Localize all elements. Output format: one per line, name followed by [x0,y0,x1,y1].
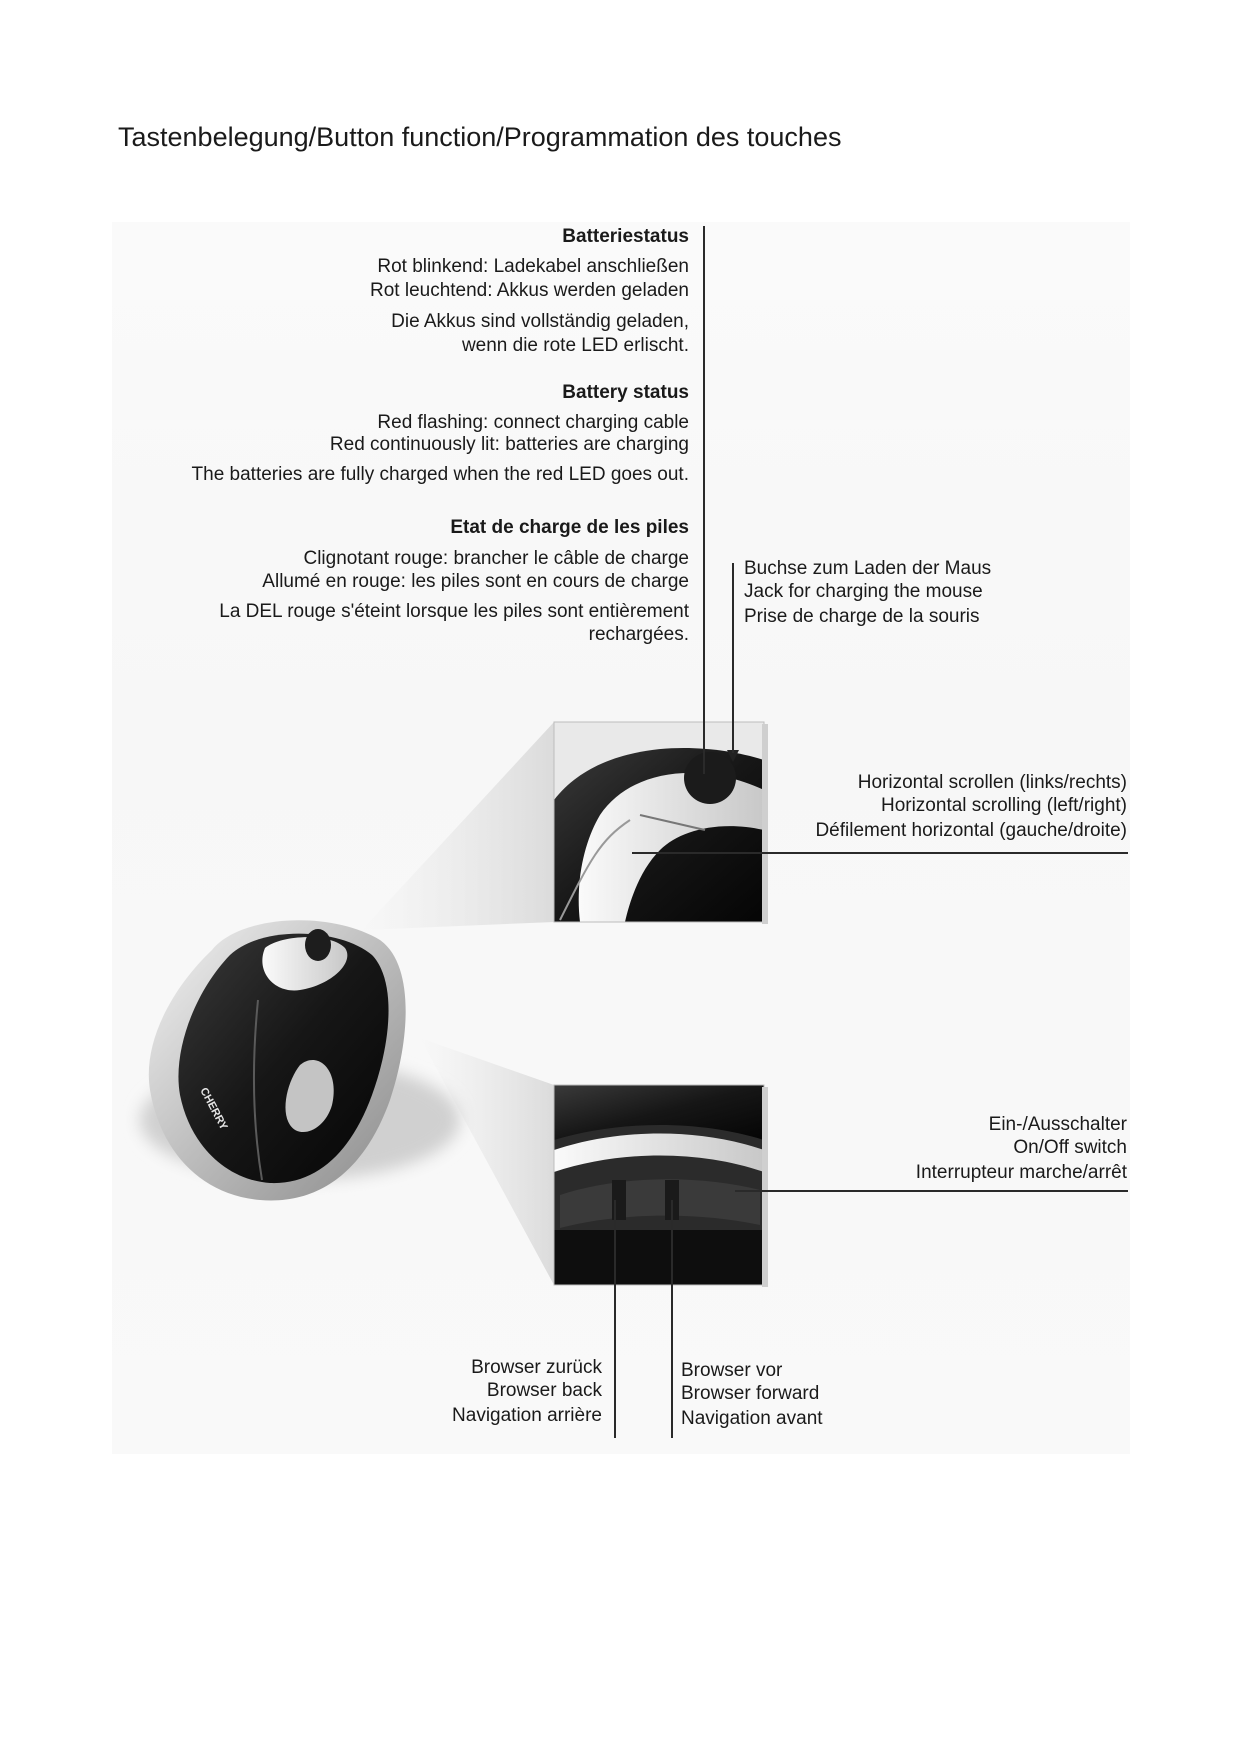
battery-fr-heading: Etat de charge de les piles [450,517,689,538]
page-title: Tastenbelegung/Button function/Programmation des touches [118,122,842,152]
horizontal-scroll-en: Horizontal scrolling (left/right) [880,795,1127,816]
leader-line-browser-forward [671,1200,673,1438]
leader-line-horizontal-scroll [632,852,1128,854]
browser-forward-fr: Navigation avant [681,1408,823,1429]
charging-jack-fr: Prise de charge de la souris [744,606,980,627]
zoom-cone-bottom [420,1038,554,1285]
browser-back-de: Browser zurück [471,1357,602,1378]
battery-fr-line3: La DEL rouge s'éteint lorsque les piles sont entièrement [219,601,689,622]
browser-back-en: Browser back [486,1380,602,1401]
power-switch-de: Ein-/Ausschalter [988,1114,1127,1135]
battery-fr-line1: Clignotant rouge: brancher le câble de charge [303,548,689,569]
power-switch-fr: Interrupteur marche/arrêt [915,1162,1127,1183]
battery-de-line1: Rot blinkend: Ladekabel anschließen [377,256,689,277]
battery-en-line1: Red flashing: connect charging cable [377,412,689,433]
leader-line-browser-back [614,1200,616,1438]
browser-back-fr: Navigation arrière [452,1405,602,1426]
battery-fr-line2: Allumé en rouge: les piles sont en cours de charge [262,571,689,592]
battery-en-line2: Red continuously lit: batteries are charging [329,434,689,455]
leader-line-battery [703,226,705,774]
zoom-box-bottom [554,1085,764,1285]
battery-de-line2: Rot leuchtend: Akkus werden geladen [370,280,689,301]
cherry-logo: CHERRY [197,1085,230,1133]
mouse-body [140,920,460,1200]
battery-en-line3: The batteries are fully charged when the red LED goes out. [191,464,689,485]
horizontal-scroll-de: Horizontal scrollen (links/rechts) [857,772,1127,793]
battery-de-line4: wenn die rote LED erlischt. [461,335,689,356]
battery-de-line3: Die Akkus sind vollständig geladen, [391,311,689,332]
power-switch-en: On/Off switch [1013,1137,1127,1158]
zoom-cone-top [362,722,554,930]
browser-forward-en: Browser forward [681,1383,820,1404]
leader-line-power-switch [735,1190,1128,1192]
battery-fr-line4: rechargées. [588,624,689,645]
charging-jack-en: Jack for charging the mouse [744,581,983,602]
battery-en-heading: Battery status [562,382,689,403]
battery-de-heading: Batteriestatus [562,226,689,247]
charging-jack-de: Buchse zum Laden der Maus [744,558,992,579]
horizontal-scroll-fr: Défilement horizontal (gauche/droite) [815,820,1127,841]
browser-forward-de: Browser vor [681,1360,783,1381]
leader-line-charging-jack [732,563,734,753]
